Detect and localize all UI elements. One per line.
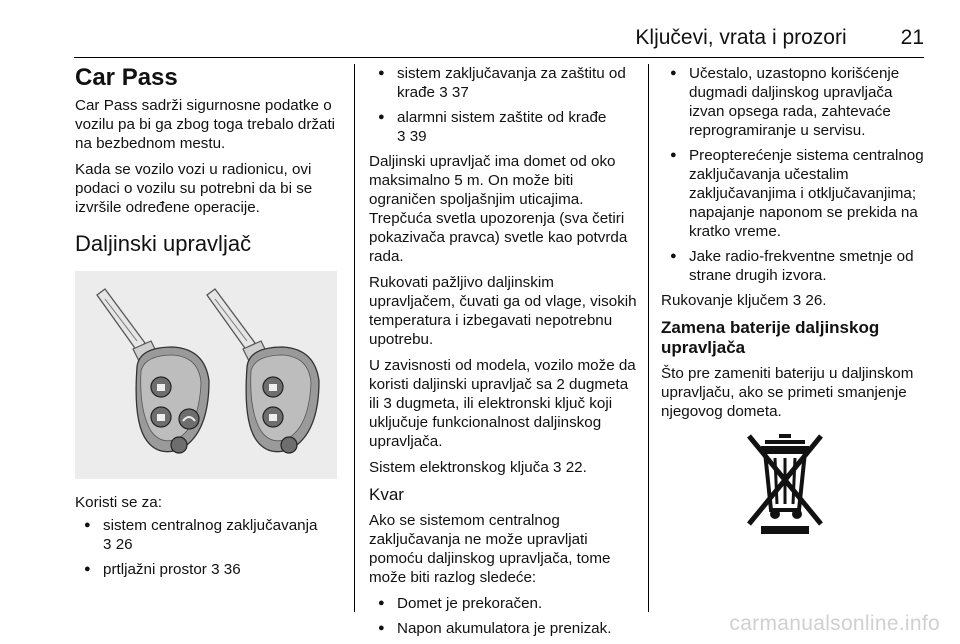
page-reference: 3 39 bbox=[397, 128, 427, 145]
car-pass-heading: Car Pass bbox=[75, 64, 178, 91]
trunk-button-icon bbox=[179, 409, 199, 429]
bullet-list bbox=[75, 516, 345, 579]
paragraph: Koristi se za: bbox=[75, 494, 162, 511]
remote-heading: Daljinski upravljač bbox=[75, 231, 252, 256]
column-divider bbox=[648, 64, 649, 612]
page-reference: 3 26 bbox=[103, 536, 133, 553]
paragraph: U zavisnosti od modela, vozilo može da koristi daljinski upravljač sa 2 dugmeta ili 3 dugmeta, ili elektronski ključ koji uključuje funkcionalnost daljinskog upravljača. bbox=[369, 357, 636, 450]
reference-arrow-icon: 3 bbox=[397, 128, 406, 145]
bullet-list bbox=[369, 64, 641, 146]
page-reference: 3 37 bbox=[439, 84, 469, 101]
page-reference: 3 22. bbox=[553, 459, 587, 476]
column-right bbox=[661, 64, 931, 538]
section-title: Ključevi, vrata i prozori bbox=[635, 26, 847, 49]
column-middle bbox=[369, 64, 641, 644]
paragraph: Sistem elektronskog ključa 3 22. bbox=[369, 459, 587, 476]
bullet-list bbox=[661, 64, 931, 285]
list-item: ● sistem centralnog zaključavanja 3 26 bbox=[75, 516, 345, 554]
paragraph: Rukovanje ključem 3 26. bbox=[661, 292, 827, 309]
page-reference: 3 26. bbox=[792, 292, 827, 309]
paragraph: Rukovati pažljivo daljinskim upravljačem, čuvati ga od vlage, visokih temperatura i izbegavati nepotrebnu upotrebu. bbox=[369, 274, 637, 348]
column-left bbox=[75, 64, 345, 585]
page-number: 21 bbox=[900, 26, 924, 49]
list-item: ● Domet je prekoračen. bbox=[369, 594, 641, 613]
list-item: ● Učestalo, uzastopno korišćenje dugmadi daljinskog upravljača izvan opsega rada, zahtevaće reprogramiranje u servisu. bbox=[661, 64, 931, 140]
list-item: ● Napon akumulatora je prenizak. bbox=[369, 619, 641, 638]
header-rule bbox=[74, 57, 924, 58]
column-divider bbox=[354, 64, 355, 612]
watermark: carmanualsonline.info bbox=[729, 612, 940, 635]
reference-arrow-icon: 3 bbox=[211, 561, 220, 578]
paragraph: Ako se sistemom centralnog zaključavanja ne može upravljati pomoću daljinskog upravljača, tome može biti razlog sledeće: bbox=[369, 512, 611, 586]
list-item: ● Preopterećenje sistema centralnog zaključavanja učestalim zaključavanjima i otključavanjima; napajanje naponom se prekida na kratko vreme. bbox=[661, 146, 931, 241]
battery-heading: Zamena baterije daljinskog upravljača bbox=[661, 318, 880, 357]
page-reference: 3 36 bbox=[211, 561, 241, 578]
reference-arrow-icon: 3 bbox=[439, 84, 448, 101]
paragraph: Što pre zameniti bateriju u daljinskom upravljaču, ako se primeti smanjenje njegovog dometa. bbox=[661, 365, 914, 420]
page-header bbox=[40, 26, 924, 50]
bullet-list bbox=[369, 594, 641, 638]
paragraph: Kada se vozilo vozi u radionicu, ovi podaci o vozilu su potrebni da bi se izvršile određene operacije. bbox=[75, 161, 313, 216]
crossed-bin-icon bbox=[735, 428, 835, 538]
fault-heading: Kvar bbox=[369, 485, 404, 504]
list-item: ● alarmni sistem zaštite od krađe 3 39 bbox=[369, 108, 641, 146]
reference-arrow-icon: 3 bbox=[103, 536, 112, 553]
reference-arrow-icon: 3 bbox=[792, 292, 802, 309]
remote-keys-illustration bbox=[75, 271, 337, 479]
list-item: ● sistem zaključavanja za zaštitu od krađe 3 37 bbox=[369, 64, 641, 102]
list-item: ● Jake radio-frekventne smetnje od strane drugih izvora. bbox=[661, 247, 931, 285]
paragraph: Daljinski upravljač ima domet od oko maksimalno 5 m. On može biti ograničen spoljašnjim uticajima. Trepčuća svetla upozorenja (sva četiri pokazivača pravca) svetle kao potvrda rada. bbox=[369, 153, 628, 265]
reference-arrow-icon: 3 bbox=[553, 459, 562, 476]
list-item: ● prtljažni prostor 3 36 bbox=[75, 560, 345, 579]
paragraph: Car Pass sadrži sigurnosne podatke o vozilu pa bi ga zbog toga trebalo držati na bezbednom mestu. bbox=[75, 97, 336, 152]
